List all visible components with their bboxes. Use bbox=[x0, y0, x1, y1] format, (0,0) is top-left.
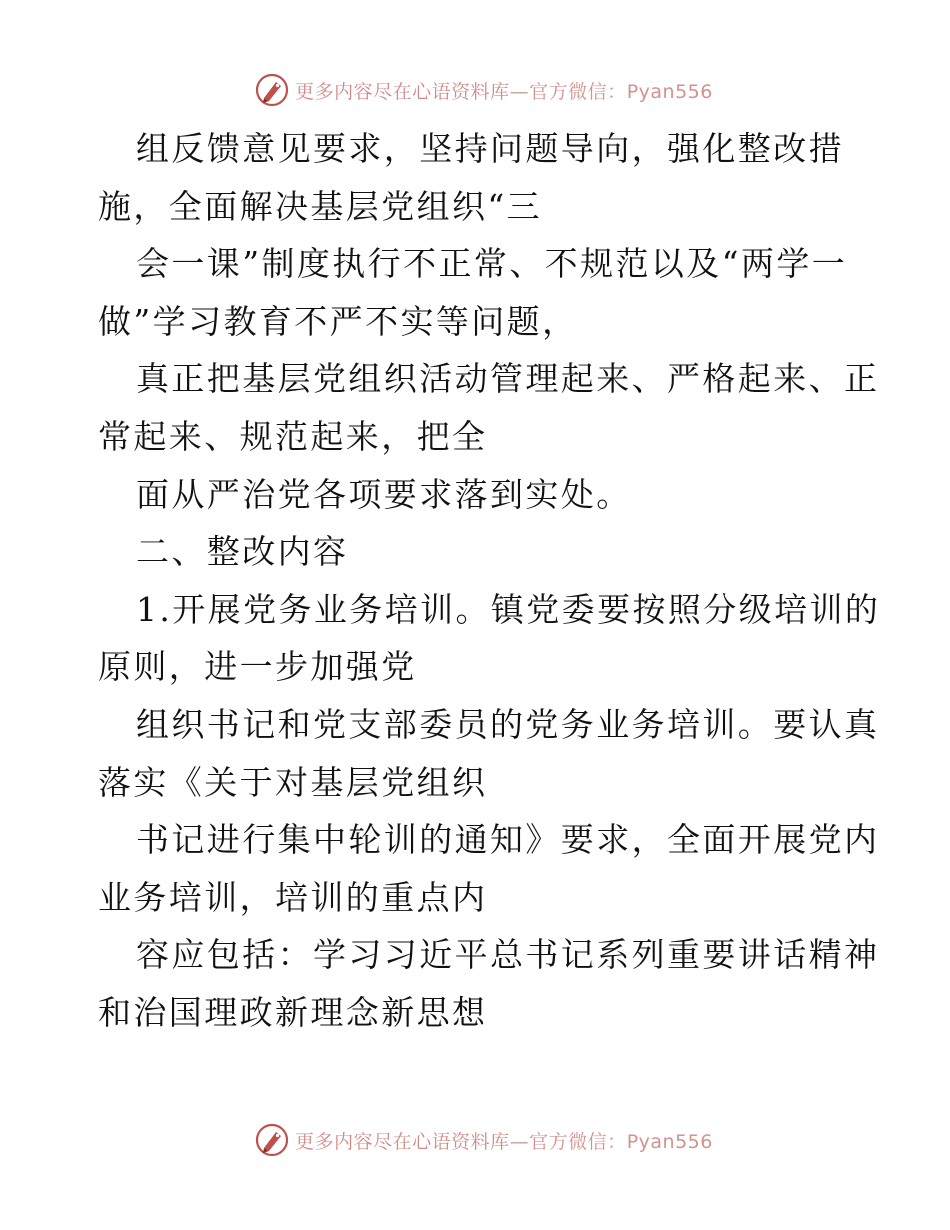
pen-nib-logo-icon bbox=[255, 1123, 289, 1157]
watermark-site-text: 更多内容尽在心语资料库 bbox=[295, 80, 510, 103]
pen-nib-logo-icon bbox=[255, 73, 289, 107]
text-line: 1.开展党务业务培训。镇党委要按照分级培训的 bbox=[136, 589, 881, 629]
text-line: 施，全面解决基层党组织“三 bbox=[98, 186, 543, 226]
text-line: 书记进行集中轮训的通知》要求，全面开展党内 bbox=[136, 820, 880, 860]
text-line: 业务培训，培训的重点内 bbox=[98, 877, 488, 917]
text-line: 和治国理政新理念新思想 bbox=[98, 992, 488, 1032]
header-watermark bbox=[0, 70, 950, 110]
watermark-group bbox=[255, 73, 713, 107]
text-line: 组织书记和党支部委员的党务业务培训。要认真 bbox=[136, 704, 880, 744]
text-line: 常起来、规范起来，把全 bbox=[98, 416, 488, 456]
text-line: 组反馈意见要求，坚持问题导向，强化整改措 bbox=[136, 129, 844, 168]
watermark-text bbox=[295, 77, 713, 104]
watermark-wechat-label: 官方微信： bbox=[529, 80, 627, 103]
footer-watermark bbox=[0, 1120, 950, 1160]
watermark-wechat-id: Pyan556 bbox=[626, 80, 713, 103]
text-line: 会一课”制度执行不正常、不规范以及“两学一 bbox=[136, 244, 848, 284]
text-line: 真正把基层党组织活动管理起来、严格起来、正 bbox=[136, 359, 880, 399]
document-body bbox=[98, 120, 881, 1042]
text-line: 做”学习教育不严不实等问题， bbox=[98, 301, 578, 341]
watermark-wechat-label: 官方微信： bbox=[529, 1130, 627, 1153]
text-line: 落实《关于对基层党组织 bbox=[98, 762, 488, 802]
watermark-separator: — bbox=[509, 80, 530, 103]
watermark-group bbox=[255, 1123, 713, 1157]
text-line: 容应包括：学习习近平总书记系列重要讲话精神 bbox=[136, 935, 880, 975]
watermark-site-text: 更多内容尽在心语资料库 bbox=[295, 1130, 510, 1153]
text-line: 原则，进一步加强党 bbox=[98, 647, 417, 687]
watermark-text bbox=[295, 1127, 713, 1154]
section-heading: 二、整改内容 bbox=[136, 532, 349, 572]
text-line: 面从严治党各项要求落到实处。 bbox=[136, 474, 632, 514]
watermark-separator: — bbox=[509, 1130, 530, 1153]
watermark-wechat-id: Pyan556 bbox=[626, 1130, 713, 1153]
